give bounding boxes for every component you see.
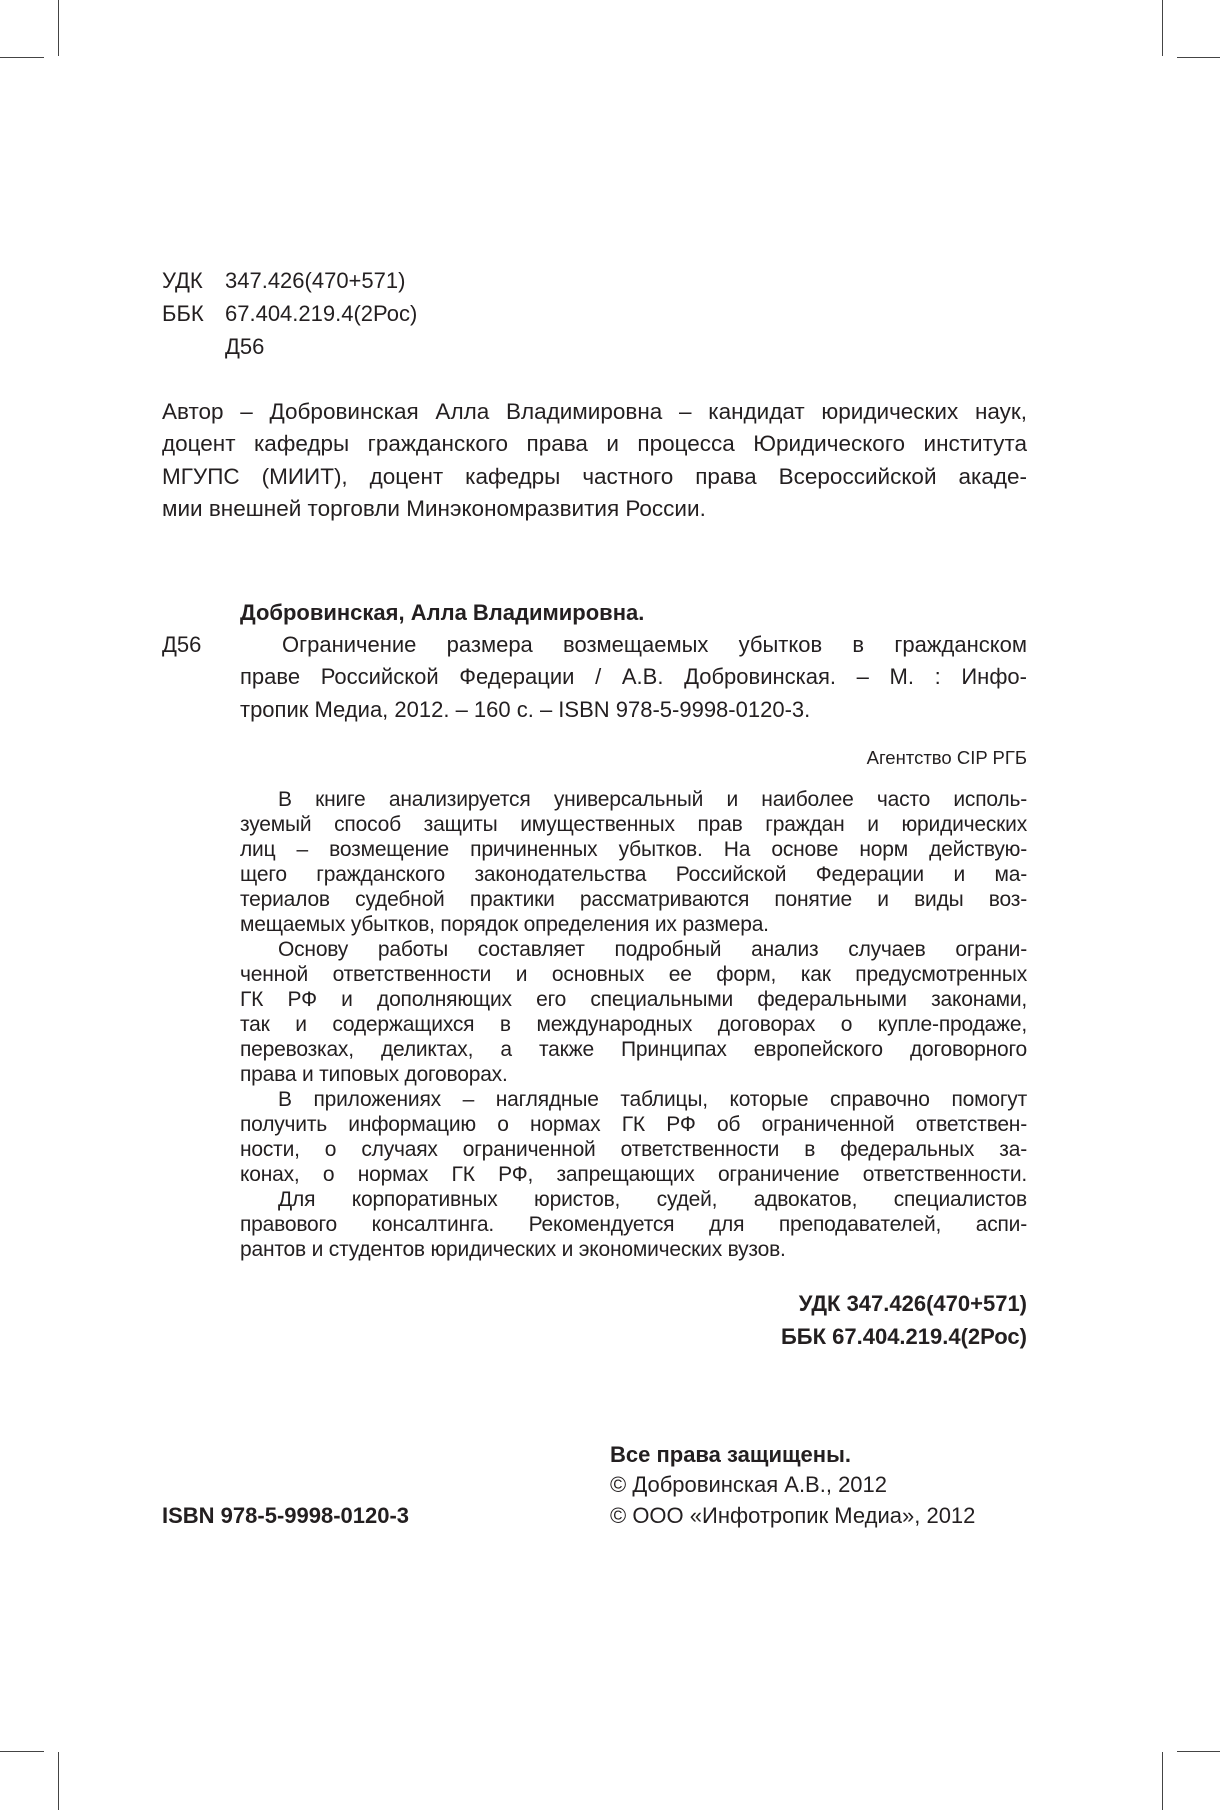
author-mark: Д56	[225, 334, 265, 359]
bibliography-mark: Д56	[162, 632, 202, 657]
udk-label: УДК	[162, 268, 203, 293]
udk-value: 347.426(470+571)	[225, 268, 406, 293]
crop-mark	[0, 57, 44, 58]
annotation-line: ности, о случаях ограниченной ответственности в федеральных за-	[240, 1138, 1027, 1161]
bbk-label: ББК	[162, 301, 204, 326]
footer-udk: УДК 347.426(470+571)	[798, 1291, 1027, 1316]
cip-agency: Агентство CIP РГБ	[866, 747, 1027, 768]
bibliography-line: Ограничение размера возмещаемых убытков в гражданском	[282, 632, 1027, 657]
annotation-line: так и содержащихся в международных договорах о купле-продаже,	[240, 1013, 1027, 1036]
annotation-line: Для корпоративных юристов, судей, адвокатов, специалистов	[278, 1188, 1027, 1211]
crop-mark	[1162, 1752, 1163, 1810]
annotation-line: правового консалтинга. Рекомендуется для преподавателей, аспи-	[240, 1213, 1027, 1236]
annotation-line: зуемый способ защиты имущественных прав граждан и юридических	[240, 813, 1027, 836]
annotation-line: перевозках, деликтах, а также Принципах европейского договорного	[240, 1038, 1027, 1061]
annotation-line: ГК РФ и дополняющих его специальными федеральными законами,	[240, 988, 1027, 1011]
copyright-publisher: © ООО «Инфотропик Медиа», 2012	[610, 1503, 976, 1528]
crop-mark	[1177, 1751, 1220, 1752]
crop-mark	[0, 1751, 44, 1752]
annotation-line: лиц – возмещение причиненных убытков. На основе норм действую-	[240, 838, 1027, 861]
author-info-line: мии внешней торговли Минэкономразвития России.	[162, 496, 706, 521]
bibliography-line: праве Российской Федерации / А.В. Добровинская. – М. : Инфо-	[240, 664, 1027, 689]
annotation-line: права и типовых договорах.	[240, 1063, 508, 1086]
annotation-line: щего гражданского законодательства Российской Федерации и ма-	[240, 863, 1027, 886]
annotation-line: рантов и студентов юридических и экономических вузов.	[240, 1238, 786, 1261]
isbn: ISBN 978-5-9998-0120-3	[162, 1503, 410, 1528]
annotation-line: ченной ответственности и основных ее форм, как предусмотренных	[240, 963, 1027, 986]
annotation-line: В приложениях – наглядные таблицы, которые справочно помогут	[278, 1088, 1027, 1111]
bbk-value: 67.404.219.4(2Рос)	[225, 301, 418, 326]
crop-mark	[1177, 57, 1220, 58]
annotation-line: териалов судебной практики рассматриваются понятие и виды воз-	[240, 888, 1027, 911]
crop-mark	[1162, 0, 1163, 56]
annotation-line: конах, о нормах ГК РФ, запрещающих ограничение ответственности.	[240, 1163, 1027, 1186]
footer-bbk: ББК 67.404.219.4(2Рос)	[780, 1324, 1027, 1349]
annotation-line: В книге анализируется универсальный и наиболее часто исполь-	[278, 788, 1027, 811]
copyright-author: © Добровинская А.В., 2012	[610, 1472, 888, 1497]
rights-heading: Все права защищены.	[610, 1442, 851, 1467]
bibliography-line: тропик Медиа, 2012. – 160 с. – ISBN 978-5-9998-0120-3.	[240, 697, 811, 722]
annotation-line: мещаемых убытков, порядок определения их размера.	[240, 913, 769, 936]
crop-mark	[58, 0, 59, 56]
author-info-line: Автор – Добровинская Алла Владимировна – кандидат юридических наук,	[162, 399, 1027, 424]
author-info-line: доцент кафедры гражданского права и процесса Юридического института	[162, 431, 1027, 456]
bibliography-author-heading: Добровинская, Алла Владимировна.	[240, 600, 645, 625]
annotation-line: получить информацию о нормах ГК РФ об ограниченной ответствен-	[240, 1113, 1027, 1136]
annotation-line: Основу работы составляет подробный анализ случаев ограни-	[278, 938, 1027, 961]
author-info-line: МГУПС (МИИТ), доцент кафедры частного права Всероссийской акаде-	[162, 464, 1027, 489]
crop-mark	[58, 1752, 59, 1810]
